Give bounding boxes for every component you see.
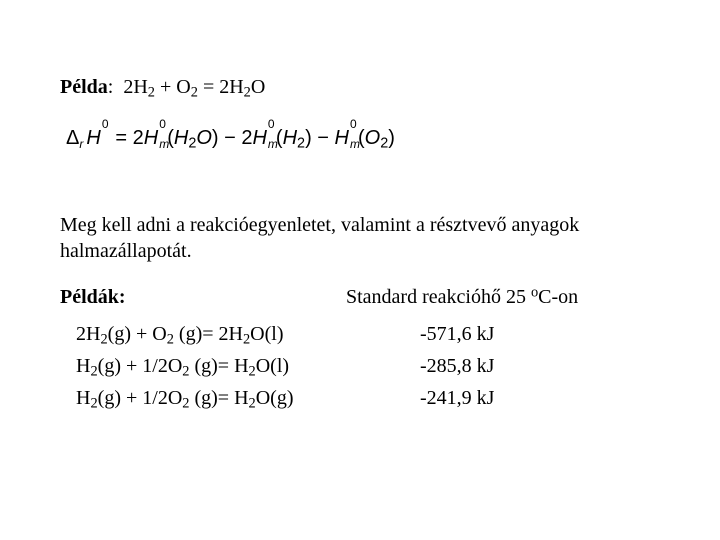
reaction-row-2-value: -285,8 kJ: [420, 355, 495, 377]
standard-enthalpy-heading: Standard reakcióhő 25 $^o$C-on: [346, 284, 579, 308]
reaction-row-3-value: -241,9 kJ: [420, 387, 495, 409]
reaction-row-3-equation: $H_2(g) + 1/2O_2$ $(g)= H_2O(g)$: [76, 387, 294, 412]
example-equation-line: [60, 76, 265, 99]
example-equation: $2H_2 + O_2 = 2H_2O$: [123, 76, 266, 101]
reaction-row-2-equation: $H_2(g) + 1/2O_2$ $(g)= H_2O(l)$: [76, 355, 290, 380]
reaction-row-1-value: -571,6 kJ: [420, 323, 495, 345]
example-label: Példa: [60, 76, 108, 98]
reaction-row-1-equation: $2H_2(g) + O_2$ $(g)= 2H_2O(l)$: [76, 323, 284, 348]
enthalpy-formula: Δ r H 0 = 2H 0 m $(H_2O) - 2H$ 0 m $(H_2) - H$ 0 m $(O_2)$: [66, 117, 395, 152]
examples-heading: Példák:: [60, 286, 126, 308]
instruction-note: Meg kell adni a reakcióegyenletet, valamint a résztvevő anyagok halmazállapotát.: [60, 214, 580, 262]
example-colon: :: [107, 76, 114, 98]
